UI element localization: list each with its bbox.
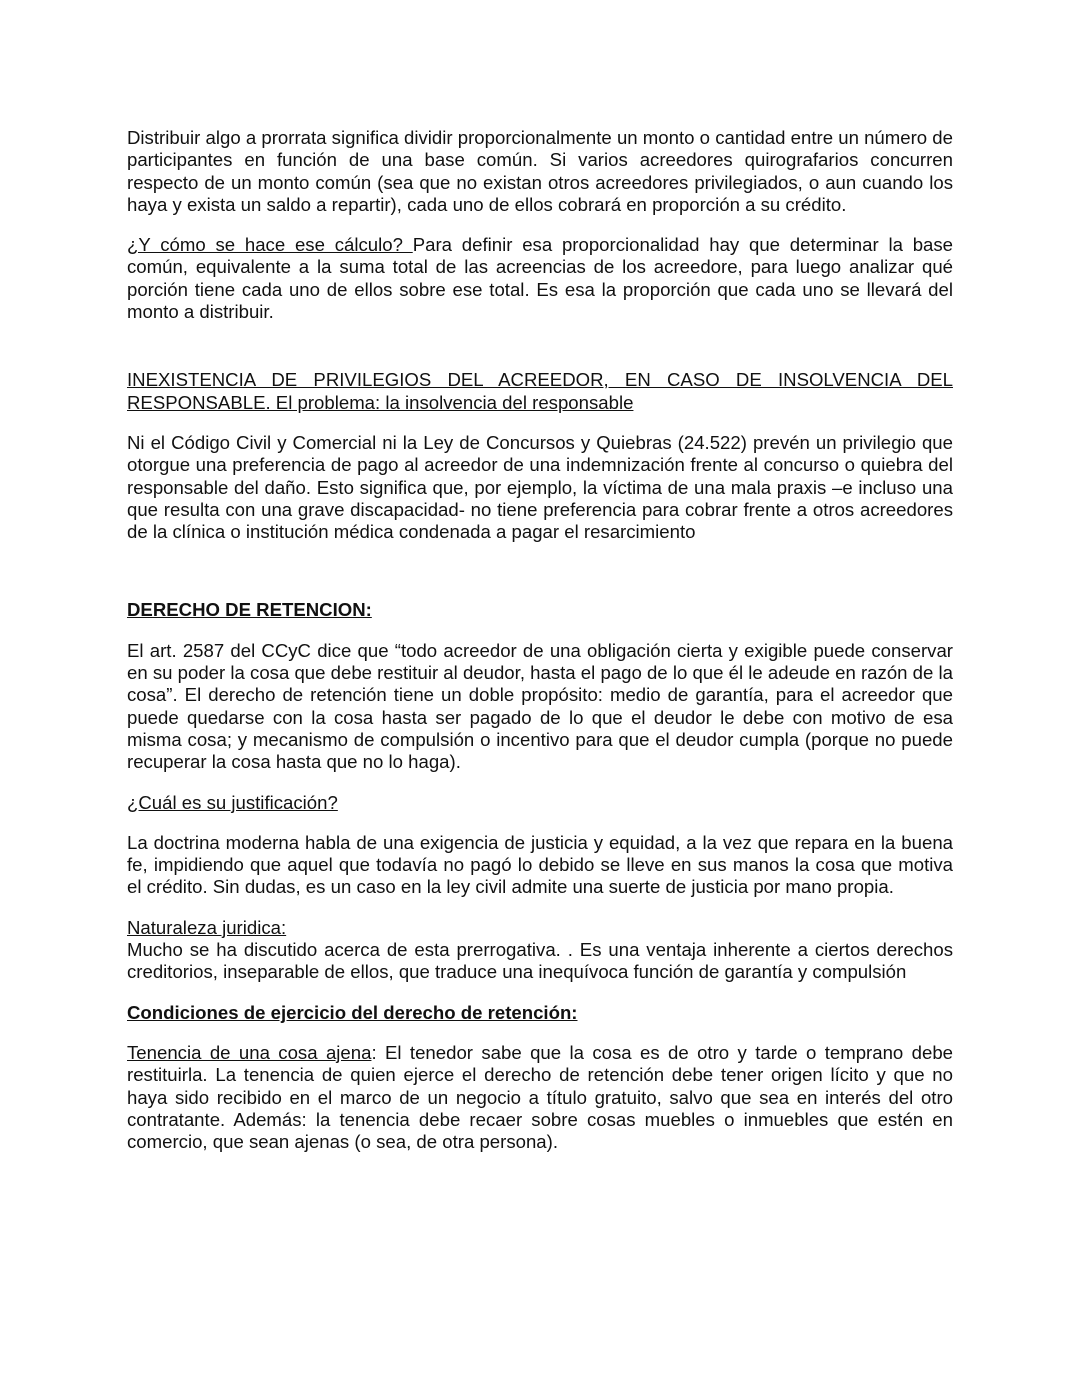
paragraph-art-2587: El art. 2587 del CCyC dice que “todo acreedor de una obligación cierta y exigible puede conservar en su poder la cosa que debe restituir al deudor, hasta el pago de lo que él le adeude en razón de la cosa”. El derecho de retención tiene un doble propósito: medio de garantía, para el acreedor que puede quedarse con la cosa hasta ser pagado de lo que el deudor le debe con motivo de esa misma cosa; y mecanismo de compulsión o incentivo para que el deudor cumpla (porque no puede recuperar la cosa hasta que no lo haga). — [127, 639, 953, 773]
paragraph-tenencia-body: : El tenedor sabe que la cosa es de otro y tarde o temprano debe restituirla. La tenencia de quien ejerce el derecho de retención debe tener origen lícito y que no haya sido recibido en el marco de un negocio a título gratuito, salvo que sea en interés del otro contratante. Además: la tenencia debe recaer sobre cosas muebles o inmuebles que estén en comercio, que sean ajenas (o sea, de otra persona). — [127, 1041, 953, 1153]
paragraph-naturaleza: Mucho se ha discutido acerca de esta prerrogativa. . Es una ventaja inherente a ciertos derechos creditorios, inseparable de ellos, que traduce una inequívoca función de garantía y compulsión — [127, 939, 953, 983]
heading-condiciones-ejercicio: Condiciones de ejercicio del derecho de retención: — [127, 1001, 578, 1023]
paragraph-doctrina: La doctrina moderna habla de una exigencia de justicia y equidad, a la vez que repara en la buena fe, impidiendo que aquel que todavía no pagó lo debido se lleve en sus manos la cosa que motiva el crédito. Sin dudas, es un caso en la ley civil admite una suerte de justicia por mano propia. — [127, 831, 953, 898]
paragraph-codigo-civil: Ni el Código Civil y Comercial ni la Ley de Concursos y Quiebras (24.522) prevén un privilegio que otorgue una preferencia de pago al acreedor de una indemnización frente al concurso o quiebra del responsable del daño. Esto significa que, por ejemplo, la víctima de una mala praxis –e incluso una que resulta con una grave discapacidad- no tiene preferencia para cobrar frente a otros acreedores de la clínica o institución médica condenada a pagar el resarcimiento — [127, 431, 953, 543]
paragraph-tenencia — [127, 1042, 953, 1153]
document-page — [127, 127, 953, 1171]
paragraph-prorrata: Distribuir algo a prorrata significa dividir proporcionalmente un monto o cantidad entre un número de participantes en función de una base común. Si varios acreedores quirografarios concurren respecto de un monto común (sea que no existan otros acreedores privilegiados, o aun cuando los haya y exista un saldo a repartir), cada uno de ellos cobrará en proporción a su crédito. — [127, 127, 953, 215]
heading-naturaleza-juridica: Naturaleza juridica: — [127, 916, 287, 938]
question-calculo: ¿Y cómo se hace ese cálculo? — [127, 234, 413, 256]
paragraph-calculo-body: Para definir esa proporcionalidad hay que determinar la base común, equivalente a la suma total de las acreencias de los acreedore, para luego analizar qué porción tiene cada uno de ellos sobre ese total. Es esa la proporción que cada uno se llevará del monto a distribuir. — [127, 234, 954, 323]
label-tenencia: Tenencia de una cosa ajena — [127, 1041, 372, 1063]
heading-derecho-retencion: DERECHO DE RETENCION: — [127, 599, 372, 621]
paragraph-calculo — [127, 234, 953, 323]
heading-justificacion: ¿Cuál es su justificación? — [127, 791, 338, 813]
heading-inexistencia-privilegios: INEXISTENCIA DE PRIVILEGIOS DEL ACREEDOR, EN CASO DE INSOLVENCIA DEL RESPONSABLE. El problema: la insolvencia del responsable — [127, 369, 953, 413]
